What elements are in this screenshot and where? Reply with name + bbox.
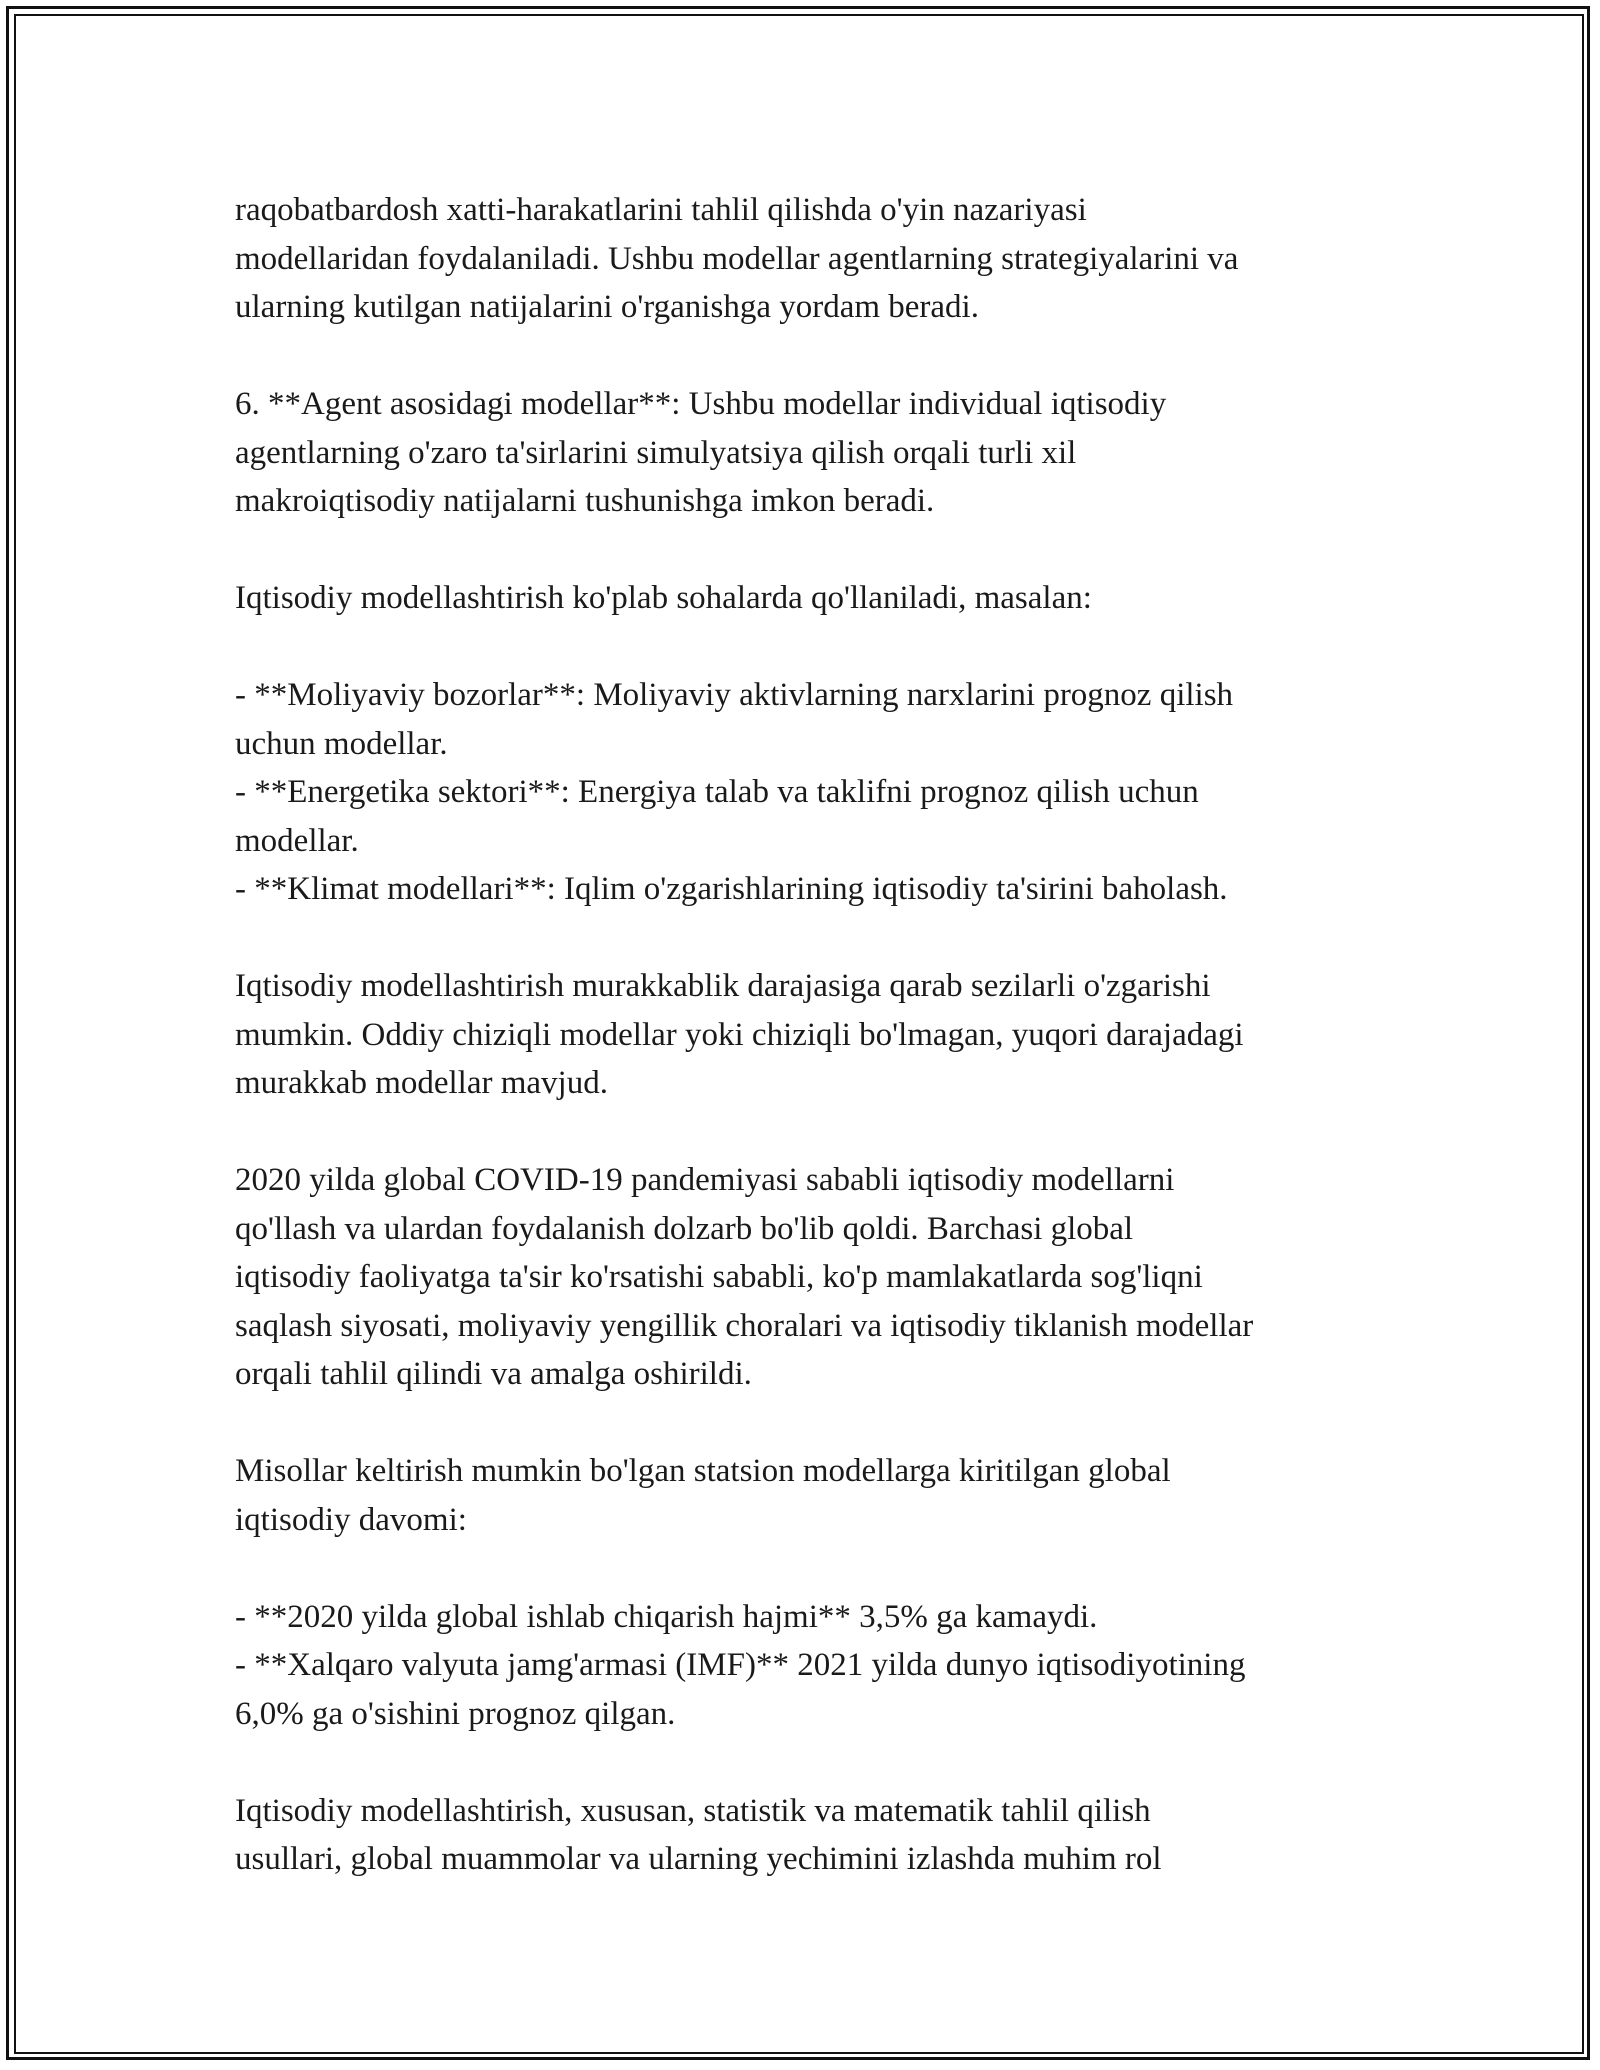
list-item-continuation: modellar. [235, 822, 359, 859]
paragraph-game-theory [235, 186, 1375, 332]
text-line: raqobatbardosh xatti-harakatlarini tahlil qilishda o'yin nazariyasi [235, 192, 1087, 228]
list-item: - **2020 yilda global ishlab chiqarish hajmi** 3,5% ga kamaydi. [235, 1598, 1098, 1635]
text-line: Iqtisodiy modellashtirish ko'plab sohalarda qo'llaniladi, masalan: [235, 580, 1092, 616]
text-line: iqtisodiy faoliyatga ta'sir ko'rsatishi sababli, ko'p mamlakatlarda sog'liqni [235, 1259, 1203, 1295]
paragraph-examples-intro [235, 1447, 1375, 1544]
text-line: usullari, global muammolar va ularning yechimini izlashda muhim rol [235, 1841, 1162, 1877]
text-line: Iqtisodiy modellashtirish, xususan, statistik va matematik tahlil qilish [235, 1792, 1151, 1829]
list-applications [235, 671, 1375, 914]
text-line: saqlash siyosati, moliyaviy yengillik choralari va iqtisodiy tiklanish modellar [235, 1307, 1254, 1344]
list-examples [235, 1593, 1375, 1739]
paragraph-complexity [235, 962, 1375, 1108]
text-line: agentlarning o'zaro ta'sirlarini simulyatsiya qilish orqali turli xil [235, 434, 1077, 471]
text-line: iqtisodiy davomi: [235, 1501, 467, 1538]
text-line: 6. **Agent asosidagi modellar**: Ushbu modellar individual iqtisodiy [235, 386, 1167, 422]
text-line: murakkab modellar mavjud. [235, 1065, 608, 1101]
text-line: 2020 yilda global COVID-19 pandemiyasi sababli iqtisodiy modellarni [235, 1162, 1175, 1198]
text-line: qo'llash va ulardan foydalanish dolzarb bo'lib qoldi. Barchasi global [235, 1210, 1134, 1247]
text-line: ularning kutilgan natijalarini o'rganishga yordam beradi. [235, 289, 979, 325]
text-line: modellaridan foydalaniladi. Ushbu modellar agentlarning strategiyalarini va [235, 240, 1239, 277]
list-item-continuation: 6,0% ga o'sishini prognoz qilgan. [235, 1695, 676, 1732]
paragraph-conclusion [235, 1787, 1375, 1884]
text-line: mumkin. Oddiy chiziqli modellar yoki chiziqli bo'lmagan, yuqori darajadagi [235, 1016, 1244, 1053]
paragraph-agent-based-models [235, 380, 1375, 526]
text-line: orqali tahlil qilindi va amalga oshirildi. [235, 1356, 752, 1392]
document-body [235, 186, 1375, 1884]
paragraph-covid [235, 1156, 1375, 1399]
list-item: - **Xalqaro valyuta jamg'armasi (IMF)** 2021 yilda dunyo iqtisodiyotining [235, 1647, 1246, 1683]
list-item: - **Moliyaviy bozorlar**: Moliyaviy aktivlarning narxlarini prognoz qilish [235, 677, 1234, 713]
list-item: - **Energetika sektori**: Energiya talab va taklifni prognoz qilish uchun [235, 774, 1199, 810]
text-line: Misollar keltirish mumkin bo'lgan statsion modellarga kiritilgan global [235, 1453, 1171, 1489]
list-item-continuation: uchun modellar. [235, 725, 448, 762]
paragraph-applications-intro [235, 574, 1375, 623]
list-item: - **Klimat modellari**: Iqlim o'zgarishlarining iqtisodiy ta'sirini baholash. [235, 871, 1228, 907]
text-line: makroiqtisodiy natijalarni tushunishga imkon beradi. [235, 483, 935, 519]
text-line: Iqtisodiy modellashtirish murakkablik darajasiga qarab sezilarli o'zgarishi [235, 968, 1211, 1004]
